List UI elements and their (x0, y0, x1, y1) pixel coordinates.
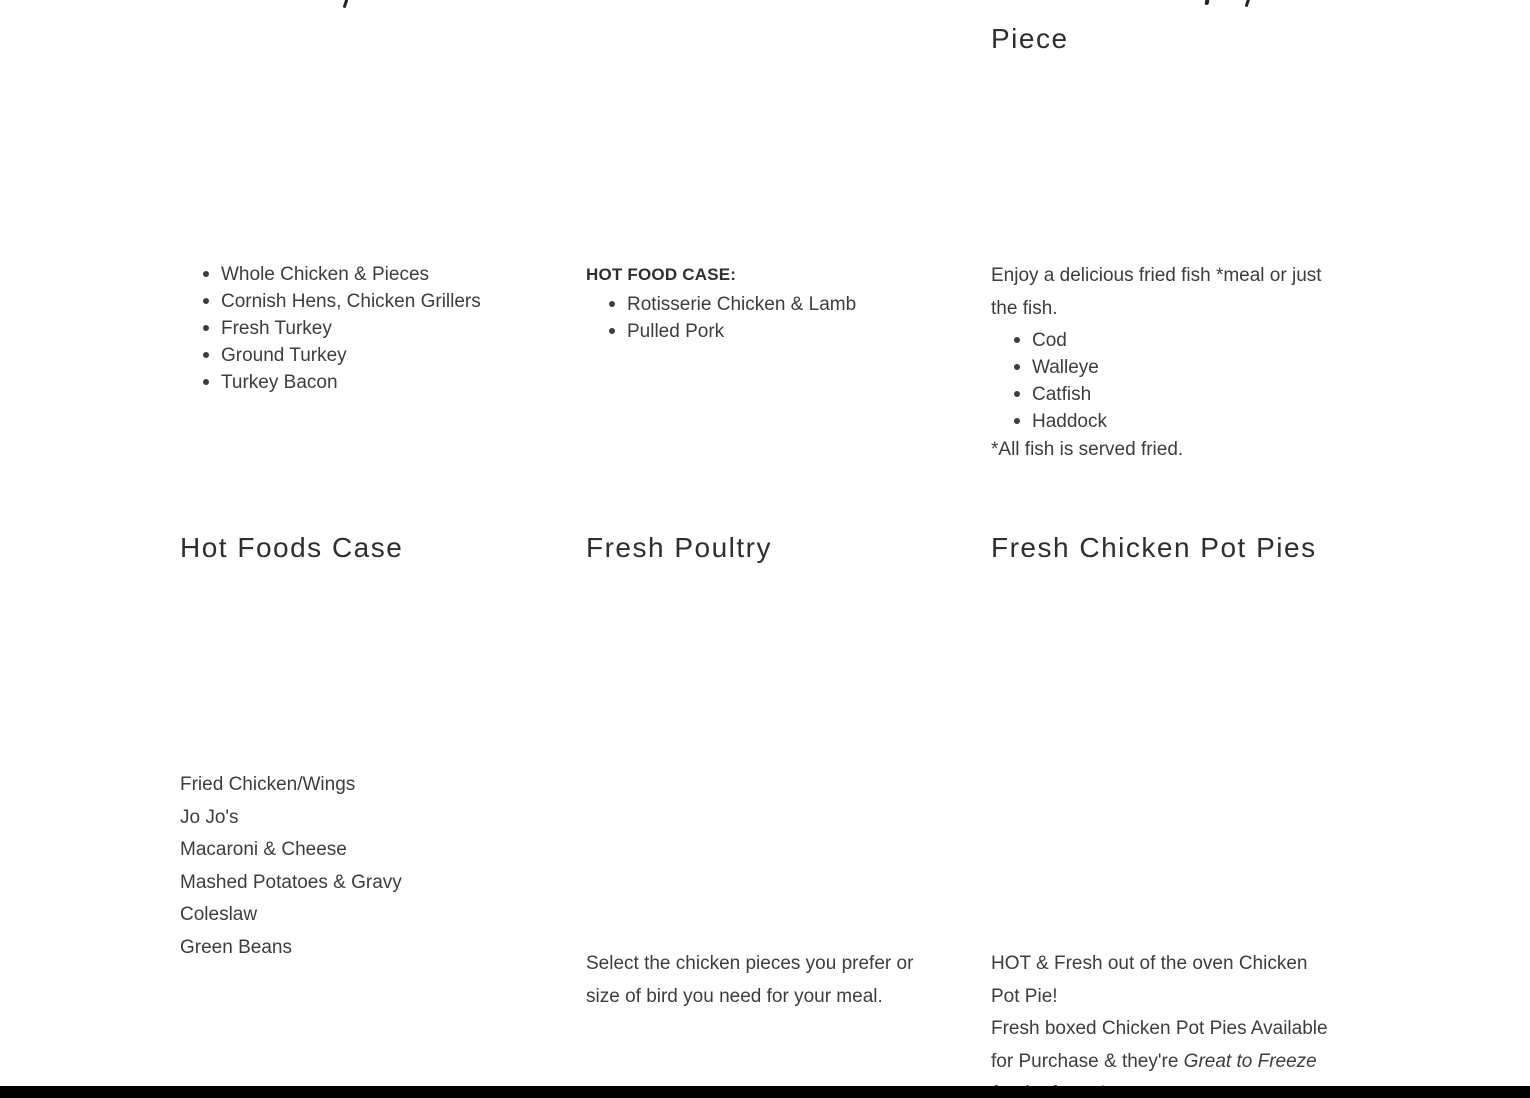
list-item: Catfish (991, 381, 1351, 408)
fried-fish-heading-visible-line: Piece (991, 23, 1069, 55)
hot-foods-case-lines (180, 769, 540, 964)
list-item: Haddock (991, 408, 1351, 435)
list-item: Cod (991, 327, 1351, 354)
cut-off-text-fragment (1204, 0, 1209, 5)
paragraph-line: Fresh boxed Chicken Pot Pies Available (991, 1018, 1328, 1039)
menu-line: Macaroni & Cheese (180, 839, 347, 860)
cut-off-text-fragment (1245, 0, 1251, 7)
paragraph-text: for Purchase & they're (991, 1050, 1184, 1072)
list-item: Ground Turkey (180, 342, 540, 369)
paragraph-line (991, 1046, 1351, 1079)
paragraph-line: the fish. (991, 297, 1058, 319)
fried-fish-list (991, 327, 1351, 435)
list-item: Fresh Turkey (180, 315, 540, 342)
emphasized-text: Great to Freeze (1183, 1050, 1317, 1072)
hot-foods-case-heading: Hot Foods Case (180, 532, 404, 564)
menu-line: Jo Jo's (180, 806, 239, 828)
menu-line: Coleslaw (180, 904, 258, 925)
fresh-chicken-pot-pies-heading: Fresh Chicken Pot Pies (991, 532, 1317, 564)
footer-bar (0, 1086, 1530, 1098)
list-item: Rotisserie Chicken & Lamb (586, 291, 946, 318)
paragraph-line: size of bird you need for your meal. (586, 985, 883, 1007)
paragraph-line: Enjoy a delicious fried fish *meal or just (991, 265, 1322, 286)
hot-food-case-label: HOT FOOD CASE: (586, 265, 737, 284)
paragraph-line: Select the chicken pieces you prefer or (586, 953, 914, 974)
poultry-turkey-list (180, 261, 540, 396)
menu-line: Green Beans (180, 936, 292, 958)
list-item: Walleye (991, 354, 1351, 381)
fried-fish-intro (991, 260, 1351, 325)
pot-pie-description (991, 948, 1351, 1098)
list-item: Cornish Hens, Chicken Grillers (180, 288, 540, 315)
fresh-poultry-description (586, 948, 946, 1013)
list-item: Whole Chicken & Pieces (180, 261, 540, 288)
list-item: Turkey Bacon (180, 369, 540, 396)
menu-line: Fried Chicken/Wings (180, 774, 356, 795)
paragraph-line: Pot Pie! (991, 985, 1058, 1007)
fried-fish-note: *All fish is served fried. (991, 439, 1184, 460)
fresh-poultry-heading: Fresh Poultry (586, 532, 772, 564)
list-item: Pulled Pork (586, 318, 946, 345)
hot-food-case-list (586, 291, 946, 345)
paragraph-line: HOT & Fresh out of the oven Chicken (991, 953, 1308, 974)
cut-off-text-fragment (343, 0, 349, 8)
menu-line: Mashed Potatoes & Gravy (180, 871, 402, 893)
